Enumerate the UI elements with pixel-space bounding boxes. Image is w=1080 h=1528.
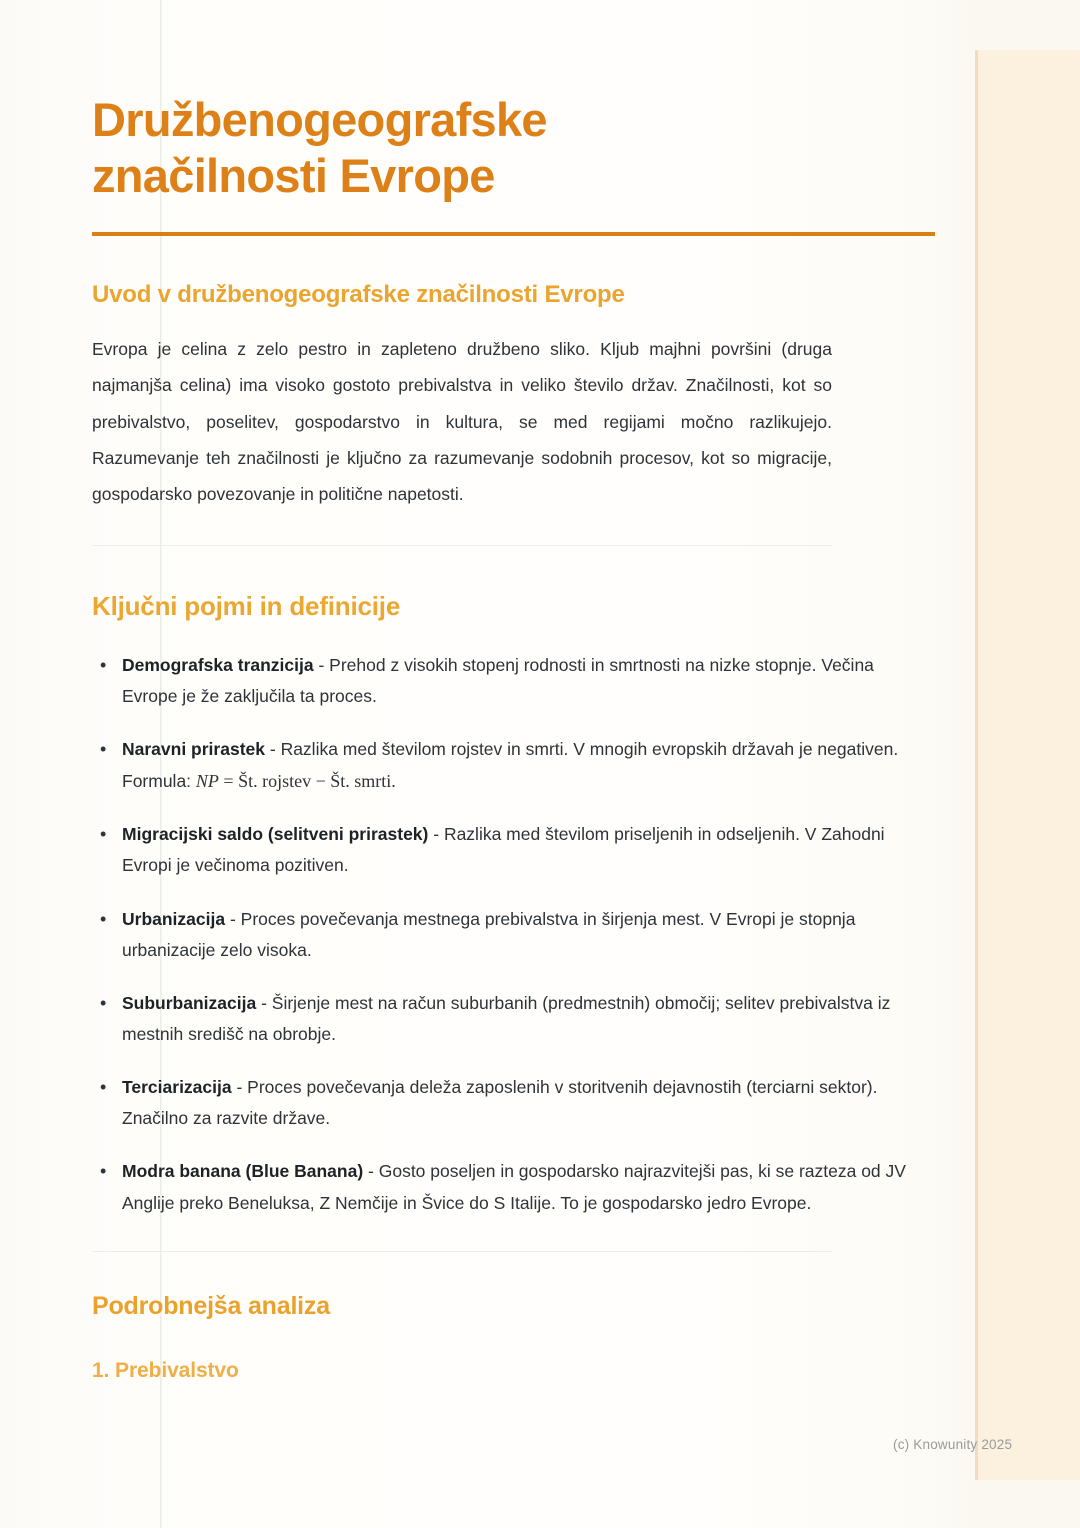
list-item	[122, 988, 912, 1050]
term-definition: Prehod z visokih stopenj rodnosti in smrtnosti na nizke stopnje. Večina Evrope je že zaključila ta proces.	[122, 654, 874, 706]
term-label: Suburbanizacija	[122, 992, 257, 1013]
intro-paragraph: Evropa je celina z zelo pestro in zapleteno družbeno sliko. Kljub majhni površini (druga najmanjša celina) ima visoko gostoto prebivalstva in veliko število držav. Značilnosti, kot so prebivalstvo, poselitev, gospodarstvo in kultura, se med regijami močno razlikujejo. Razumevanje teh značilnosti je ključno za razumevanje sodobnih procesov, kot so migracije, gospodarsko povezovanje in politične napetosti.	[92, 338, 832, 505]
term-dash: -	[363, 1161, 379, 1182]
section-divider	[92, 545, 832, 546]
key-terms-list	[92, 650, 912, 1219]
term-label: Modra banana (Blue Banana)	[122, 1161, 364, 1182]
term-dash: -	[231, 1077, 248, 1098]
list-item	[122, 650, 912, 712]
term-label: Urbanizacija	[122, 908, 226, 929]
inline-formula	[196, 771, 396, 791]
list-item	[122, 1072, 912, 1134]
term-label: Terciarizacija	[122, 1077, 232, 1098]
term-definition: Proces povečevanja deleža zaposlenih v storitvenih dejavnostih (terciarni sektor). Značilno za razvite države.	[122, 1077, 878, 1129]
term-definition: Proces povečevanja mestnega prebivalstva in širjenja mest. V Evropi je stopnja urbanizacije zelo visoka.	[122, 908, 856, 960]
formula-variable: NP	[195, 771, 219, 792]
document-content	[92, 0, 937, 1383]
list-item	[122, 734, 912, 797]
term-dash: -	[428, 824, 444, 845]
term-label: Naravni prirastek	[122, 739, 265, 760]
term-definition: Razlika med številom rojstev in smrti. V mnogih evropskih državah je negativen. Formula:	[122, 739, 899, 792]
page-title: Družbenogeografske značilnosti Evrope	[92, 93, 547, 203]
term-definition: Širjenje mest na račun suburbanih (predmestnih) območij; selitev prebivalstva iz mestnih središč na obrobje.	[122, 992, 891, 1044]
term-dash: -	[225, 908, 241, 929]
term-dash: -	[265, 739, 281, 760]
term-dash: -	[313, 654, 330, 675]
right-margin-panel	[975, 50, 1080, 1480]
copyright-watermark: (c) Knowunity 2025	[893, 1437, 1013, 1452]
section-heading-intro: Uvod v družbenogeografske značilnosti Evrope	[92, 280, 625, 308]
subsection-heading-population: 1. Prebivalstvo	[92, 1358, 239, 1382]
section-divider-2	[92, 1251, 832, 1252]
term-definition: Gosto poseljen in gospodarsko najrazvitejši pas, ki se razteza od JV Anglije preko Beneluksa, Z Nemčije in Švice do S Italije. To je gospodarsko jedro Evrope.	[122, 1161, 906, 1213]
term-definition: Razlika med številom priseljenih in odseljenih. V Zahodni Evropi je večinoma pozitiven.	[122, 824, 885, 876]
term-dash: -	[256, 992, 272, 1013]
list-item	[122, 1156, 912, 1218]
section-heading-analysis: Podrobnejša analiza	[92, 1291, 330, 1320]
list-item	[122, 819, 912, 881]
term-label: Demografska tranzicija	[122, 654, 314, 675]
term-label: Migracijski saldo (selitveni prirastek)	[122, 824, 429, 845]
section-heading-key-terms: Ključni pojmi in definicije	[92, 590, 401, 621]
formula-expression: = Št. rojstev − Št. smrti.	[218, 771, 396, 792]
title-underline-rule	[92, 232, 935, 236]
list-item	[122, 904, 912, 966]
